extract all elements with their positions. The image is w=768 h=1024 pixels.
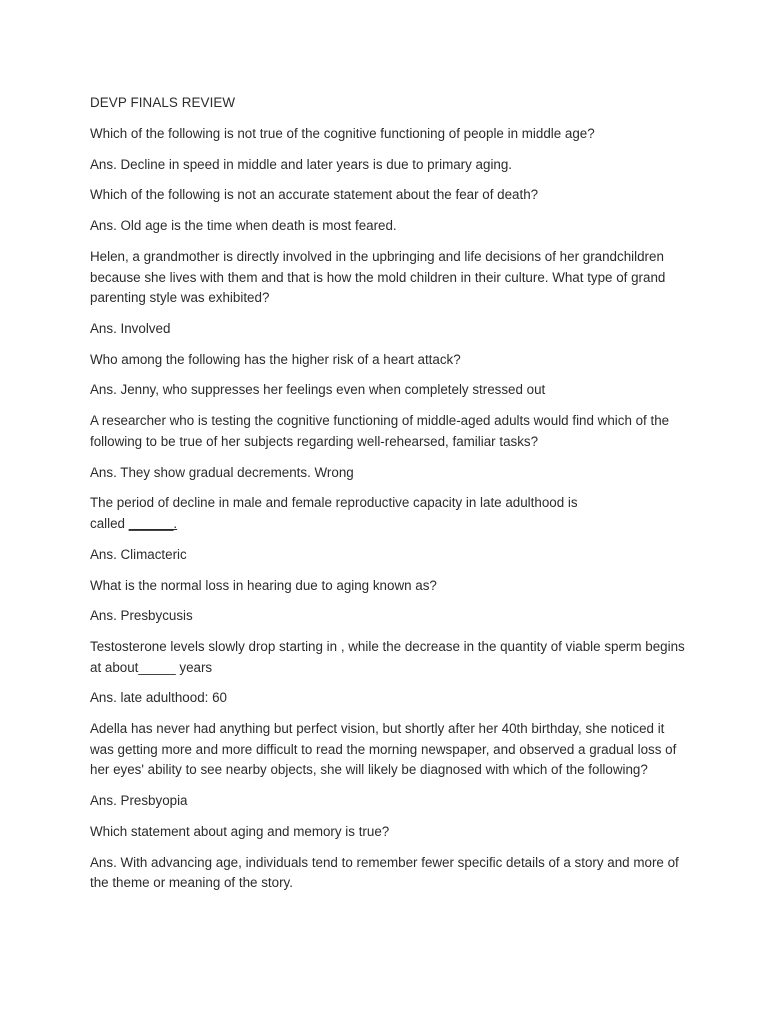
answer-paragraph: Ans. They show gradual decrements. Wrong xyxy=(90,464,354,480)
question-paragraph: Which of the following is not true of the cognitive functioning of people in middle age? xyxy=(90,125,595,141)
question-paragraph: Which of the following is not an accurate statement about the fear of death? xyxy=(90,187,539,203)
answer-paragraph: Ans. Presbyopia xyxy=(90,793,188,809)
fill-in-blank: ______. xyxy=(128,515,178,531)
question-text: called xyxy=(90,515,129,531)
question-paragraph: What is the normal loss in hearing due to aging known as? xyxy=(90,577,437,593)
question-paragraph-reproductive xyxy=(90,493,688,534)
document-body xyxy=(90,93,688,904)
answer-paragraph: Ans. Involved xyxy=(90,320,171,336)
answer-paragraph: Ans. Decline in speed in middle and later years is due to primary aging. xyxy=(90,156,513,172)
answer-paragraph: Ans. Jenny, who suppresses her feelings even when completely stressed out xyxy=(90,382,546,398)
answer-paragraph: Ans. Old age is the time when death is most feared. xyxy=(90,218,397,234)
answer-paragraph: Ans. late adulthood: 60 xyxy=(90,690,227,706)
question-paragraph: A researcher who is testing the cognitive functioning of middle-aged adults would find which of the following to be true of her subjects regarding well-rehearsed, familiar tasks? xyxy=(90,413,670,449)
fill-in-blank: _____ xyxy=(138,659,176,675)
question-text: The period of decline in male and female reproductive capacity in late adulthood is xyxy=(90,495,578,511)
question-text: Testosterone levels slowly drop starting in , while the decrease in the quantity of viable sperm begins at about xyxy=(90,639,685,675)
question-paragraph: Adella has never had anything but perfect vision, but shortly after her 40th birthday, she noticed it was getting more and more difficult to read the morning newspaper, and observed a gradual loss of her eyes' ability to see nearby objects, she will likely be diagnosed with which of the following? xyxy=(90,721,677,778)
answer-paragraph: Ans. With advancing age, individuals tend to remember fewer specific details of a story and more of the theme or meaning of the story. xyxy=(90,854,679,891)
answer-paragraph: Ans. Presbycusis xyxy=(90,608,193,624)
question-paragraph: Who among the following has the higher risk of a heart attack? xyxy=(90,351,461,367)
question-text: years xyxy=(175,659,213,675)
answer-paragraph: Ans. Climacteric xyxy=(90,546,187,562)
document-title: DEVP FINALS REVIEW xyxy=(90,95,236,110)
question-paragraph-testosterone xyxy=(90,637,688,678)
question-paragraph: Helen, a grandmother is directly involved in the upbringing and life decisions of her grandchildren because she lives with them and that is how the mold children in their culture. What type of grand parenting style was exhibited? xyxy=(90,248,666,306)
question-paragraph: Which statement about aging and memory is true? xyxy=(90,824,390,839)
